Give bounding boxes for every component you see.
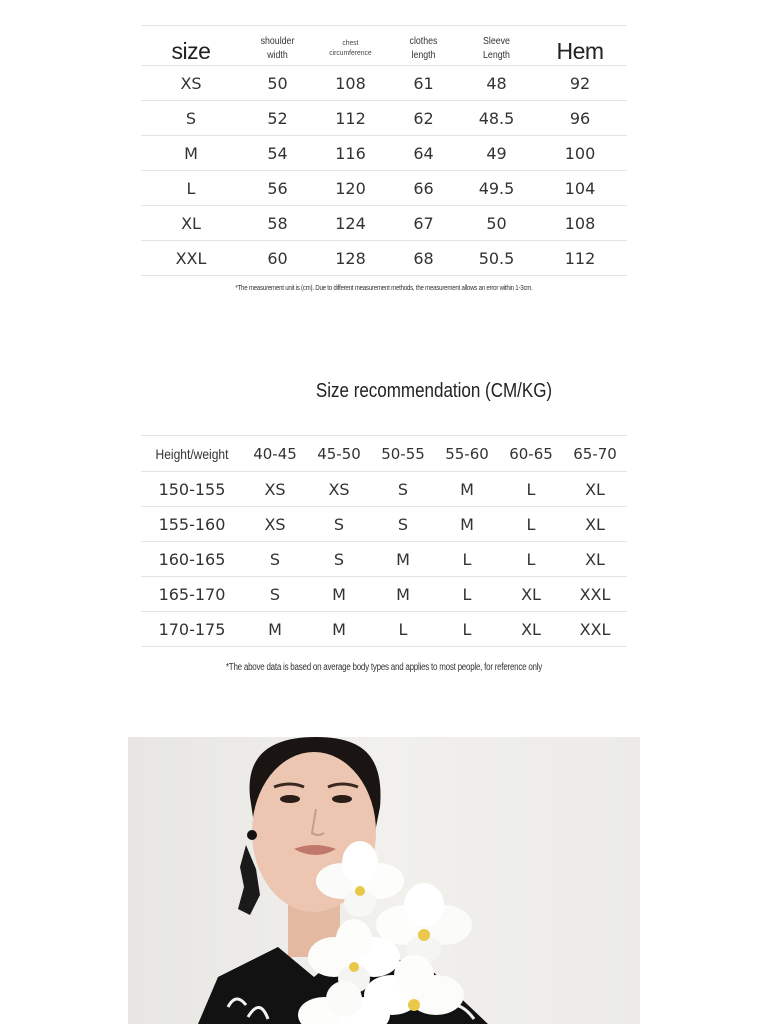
measurement-cell: 61: [413, 73, 434, 93]
recommended-size-cell: XL: [585, 549, 605, 569]
size-chart-row: [141, 136, 627, 171]
recommendation-note: *The above data is based on average body types and applies to most people, for reference only: [225, 662, 543, 673]
header-weight-range: 65-70: [573, 444, 617, 463]
recommended-size-cell: S: [333, 514, 345, 534]
size-label-cell: XL: [181, 213, 201, 233]
size-label-cell: S: [185, 108, 197, 128]
measurement-cell: 116: [335, 143, 366, 163]
size-label-cell: XS: [180, 73, 202, 93]
model-photo: [128, 737, 640, 1024]
header-sleeve-line1: Sleeve: [483, 35, 510, 47]
recommended-size-cell: S: [397, 479, 409, 499]
measurement-cell: 49.5: [478, 178, 515, 198]
size-chart-row: [141, 171, 627, 206]
measurement-cell: 108: [564, 213, 596, 233]
right-eye: [332, 795, 352, 803]
header-chest: [318, 34, 384, 58]
recommended-size-cell: XS: [328, 479, 350, 499]
header-length-line2: length: [411, 49, 436, 61]
size-recommendation-table: [141, 435, 627, 647]
recommendation-row: [141, 472, 627, 507]
measurement-cell: 68: [413, 248, 434, 268]
recommended-size-cell: M: [332, 619, 346, 639]
header-shoulder-line1: shoulder: [260, 35, 295, 47]
header-weight-range: 60-65: [509, 444, 553, 463]
measurement-cell: 48.5: [478, 108, 515, 128]
measurement-cell: 108: [335, 73, 366, 93]
recommended-size-cell: XL: [521, 619, 541, 639]
measurement-cell: 50: [486, 213, 507, 233]
measurement-cell: 52: [267, 108, 288, 128]
recommendation-row: [141, 542, 627, 577]
measurement-cell: 96: [569, 108, 591, 128]
height-range-cell: 170-175: [158, 619, 226, 639]
measurement-cell: 50: [267, 73, 288, 93]
size-chart-row: [141, 66, 627, 101]
recommended-size-cell: XL: [521, 584, 541, 604]
height-range-cell: 155-160: [158, 514, 226, 534]
measurement-cell: 104: [564, 178, 596, 198]
height-range-cell: 150-155: [158, 479, 226, 499]
header-weight-range: 40-45: [253, 444, 297, 463]
recommended-size-cell: L: [398, 619, 408, 639]
height-range-cell: 160-165: [158, 549, 226, 569]
measurement-cell: 128: [335, 248, 366, 268]
measurement-cell: 62: [413, 108, 434, 128]
recommended-size-cell: M: [396, 549, 410, 569]
recommended-size-cell: XS: [264, 514, 286, 534]
recommended-size-cell: XS: [264, 479, 286, 499]
size-chart-row: [141, 206, 627, 241]
size-label-cell: XXL: [175, 248, 207, 268]
size-label-cell: M: [184, 143, 198, 163]
header-hem: Hem: [556, 38, 604, 64]
measurement-cell: 66: [413, 178, 434, 198]
measurement-cell: 58: [267, 213, 288, 233]
recommended-size-cell: M: [460, 479, 474, 499]
measurement-cell: 112: [335, 108, 366, 128]
measurement-cell: 100: [564, 143, 596, 163]
header-chest-line1: chest: [342, 37, 359, 47]
recommended-size-cell: L: [462, 619, 472, 639]
measurement-cell: 60: [267, 248, 288, 268]
recommended-size-cell: M: [332, 584, 346, 604]
left-earring-stud: [247, 830, 257, 840]
height-range-cell: 165-170: [158, 584, 226, 604]
measurement-cell: 120: [335, 178, 366, 198]
recommended-size-cell: L: [526, 479, 536, 499]
measurement-cell: 49: [486, 143, 507, 163]
measurement-cell: 124: [335, 213, 366, 233]
header-height-weight: Height/weight: [155, 445, 229, 462]
header-shoulder: [245, 29, 309, 63]
measurement-cell: 56: [267, 178, 288, 198]
header-shoulder-line2: width: [267, 49, 288, 61]
header-size: size: [171, 38, 211, 64]
recommended-size-cell: M: [268, 619, 282, 639]
header-sleeve-line2: Length: [483, 49, 510, 61]
recommendation-title: Size recommendation (CM/KG): [315, 380, 553, 402]
size-chart-row: [141, 241, 627, 276]
header-weight-range: 55-60: [445, 444, 489, 463]
measurement-cell: 64: [413, 143, 434, 163]
recommendation-row: [141, 612, 627, 647]
header-sleeve: [464, 29, 528, 63]
measurement-cell: 50.5: [478, 248, 515, 268]
recommended-size-cell: S: [269, 584, 281, 604]
measurement-note: *The measurement unit is (cm). Due to different measurement methods, the measurement allows an error within 1-3cm.: [235, 283, 533, 292]
size-label-cell: L: [186, 178, 196, 198]
measurement-cell: 54: [267, 143, 288, 163]
recommendation-row: [141, 507, 627, 542]
recommended-size-cell: M: [460, 514, 474, 534]
recommended-size-cell: XXL: [579, 584, 611, 604]
size-chart-header-row: [141, 26, 627, 66]
measurement-cell: 67: [413, 213, 434, 233]
header-weight-range: 45-50: [317, 444, 361, 463]
recommended-size-cell: L: [462, 584, 472, 604]
header-weight-range: 50-55: [381, 444, 425, 463]
recommended-size-cell: M: [396, 584, 410, 604]
recommended-size-cell: XL: [585, 479, 605, 499]
recommended-size-cell: L: [462, 549, 472, 569]
recommended-size-cell: XL: [585, 514, 605, 534]
recommended-size-cell: L: [526, 514, 536, 534]
measurement-cell: 92: [569, 73, 591, 93]
recommendation-header-row: [141, 436, 627, 472]
header-length: [391, 29, 455, 63]
recommended-size-cell: L: [526, 549, 536, 569]
header-length-line1: clothes: [409, 35, 438, 47]
measurement-cell: 112: [564, 248, 596, 268]
recommended-size-cell: S: [333, 549, 345, 569]
recommended-size-cell: S: [269, 549, 281, 569]
recommended-size-cell: S: [397, 514, 409, 534]
measurement-cell: 48: [486, 73, 507, 93]
size-chart-table: [141, 25, 627, 276]
model-illustration: [128, 737, 640, 1024]
recommended-size-cell: XXL: [579, 619, 611, 639]
left-eye: [280, 795, 300, 803]
header-chest-line2: circumference: [329, 47, 372, 57]
size-chart-row: [141, 101, 627, 136]
recommendation-row: [141, 577, 627, 612]
